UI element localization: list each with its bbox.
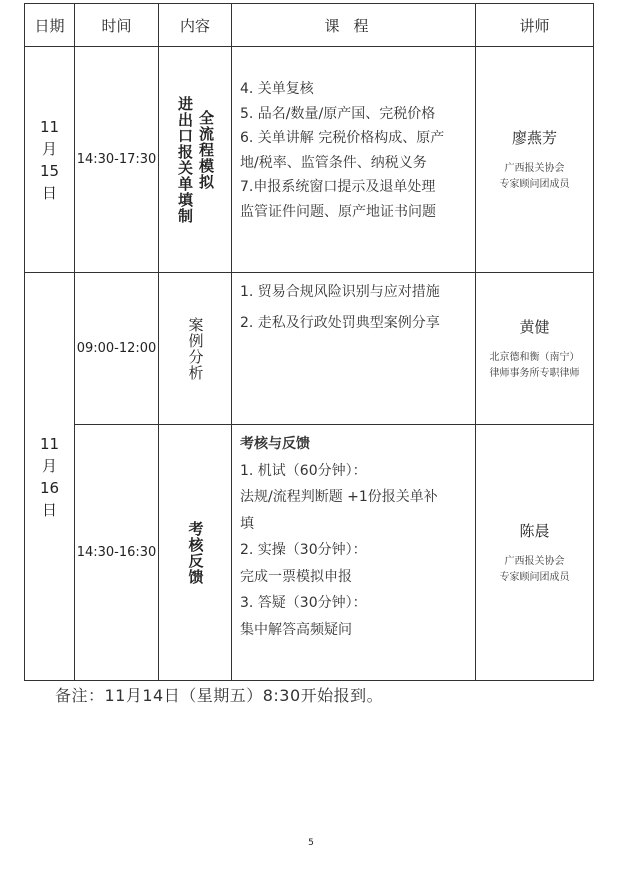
content-text: 全流程模拟 <box>197 109 215 190</box>
course-line: 集中解答高频疑问 <box>240 621 352 638</box>
teacher-org: 律师事务所专职律师 <box>489 367 580 379</box>
teacher-cell <box>476 273 594 425</box>
page-number: 5 <box>308 838 314 848</box>
course-line: 1. 贸易合规风险识别与应对措施 <box>240 284 440 300</box>
content-text: 考核反馈 <box>186 520 205 585</box>
header-row <box>25 4 594 47</box>
header-time: 时间 <box>75 4 159 47</box>
header-teacher: 讲师 <box>476 4 594 47</box>
content-cell <box>159 47 232 273</box>
time-cell: 14:30-16:30 <box>75 425 159 681</box>
course-line: 填 <box>240 515 254 532</box>
course-line: 完成一票模拟申报 <box>240 568 352 585</box>
course-line: 2. 走私及行政处罚典型案例分享 <box>240 315 440 331</box>
teacher-name: 黄健 <box>519 317 550 336</box>
date-cell: 11 月 16 日 <box>25 273 75 681</box>
course-line: 1. 机试（60分钟）： <box>240 462 367 479</box>
teacher-cell <box>476 47 594 273</box>
header-content: 内容 <box>159 4 232 47</box>
teacher-org: 北京德和衡（南宁） <box>489 351 580 363</box>
date-cell: 11 月 15 日 <box>25 47 75 273</box>
teacher-org: 广西报关协会 <box>504 555 565 567</box>
content-text: 进出口报关单填制 <box>176 95 194 224</box>
course-line: 法规/流程判断题 +1份报关单补 <box>240 489 438 505</box>
time-cell: 09:00-12:00 <box>75 273 159 425</box>
content-cell <box>159 425 232 681</box>
table-row <box>25 273 594 425</box>
teacher-org: 专家顾问团成员 <box>499 178 570 190</box>
course-line: 5. 品名/数量/原产国、完税价格 <box>240 105 436 122</box>
course-title: 考核与反馈 <box>240 436 310 452</box>
header-date: 日期 <box>25 4 75 47</box>
teacher-org: 广西报关协会 <box>504 162 565 174</box>
registration-note: 备注：11月14日（星期五）8:30开始报到。 <box>55 686 384 705</box>
teacher-name: 陈晨 <box>519 521 550 540</box>
course-line: 2. 实操（30分钟）： <box>240 542 367 558</box>
course-line: 7.申报系统窗口提示及退单处理 <box>240 179 436 195</box>
header-course: 课程 <box>232 4 476 47</box>
table-row <box>25 425 594 681</box>
course-line: 地/税率、监管条件、纳税义务 <box>240 154 427 171</box>
course-line: 3. 答疑（30分钟）： <box>240 595 367 611</box>
schedule-table <box>24 3 594 681</box>
time-cell: 14:30-17:30 <box>75 47 159 273</box>
course-cell <box>232 47 476 273</box>
course-cell <box>232 425 476 681</box>
content-text: 案例分析 <box>186 316 205 381</box>
table-row <box>25 47 594 273</box>
content-cell <box>159 273 232 425</box>
course-cell <box>232 273 476 425</box>
course-line: 4. 关单复核 <box>240 81 314 97</box>
course-line: 6. 关单讲解 完税价格构成、原产 <box>240 130 445 146</box>
teacher-org: 专家顾问团成员 <box>499 571 570 583</box>
teacher-name: 廖燕芳 <box>511 128 557 147</box>
teacher-cell <box>476 425 594 681</box>
course-line: 监管证件问题、原产地证书问题 <box>240 203 436 220</box>
